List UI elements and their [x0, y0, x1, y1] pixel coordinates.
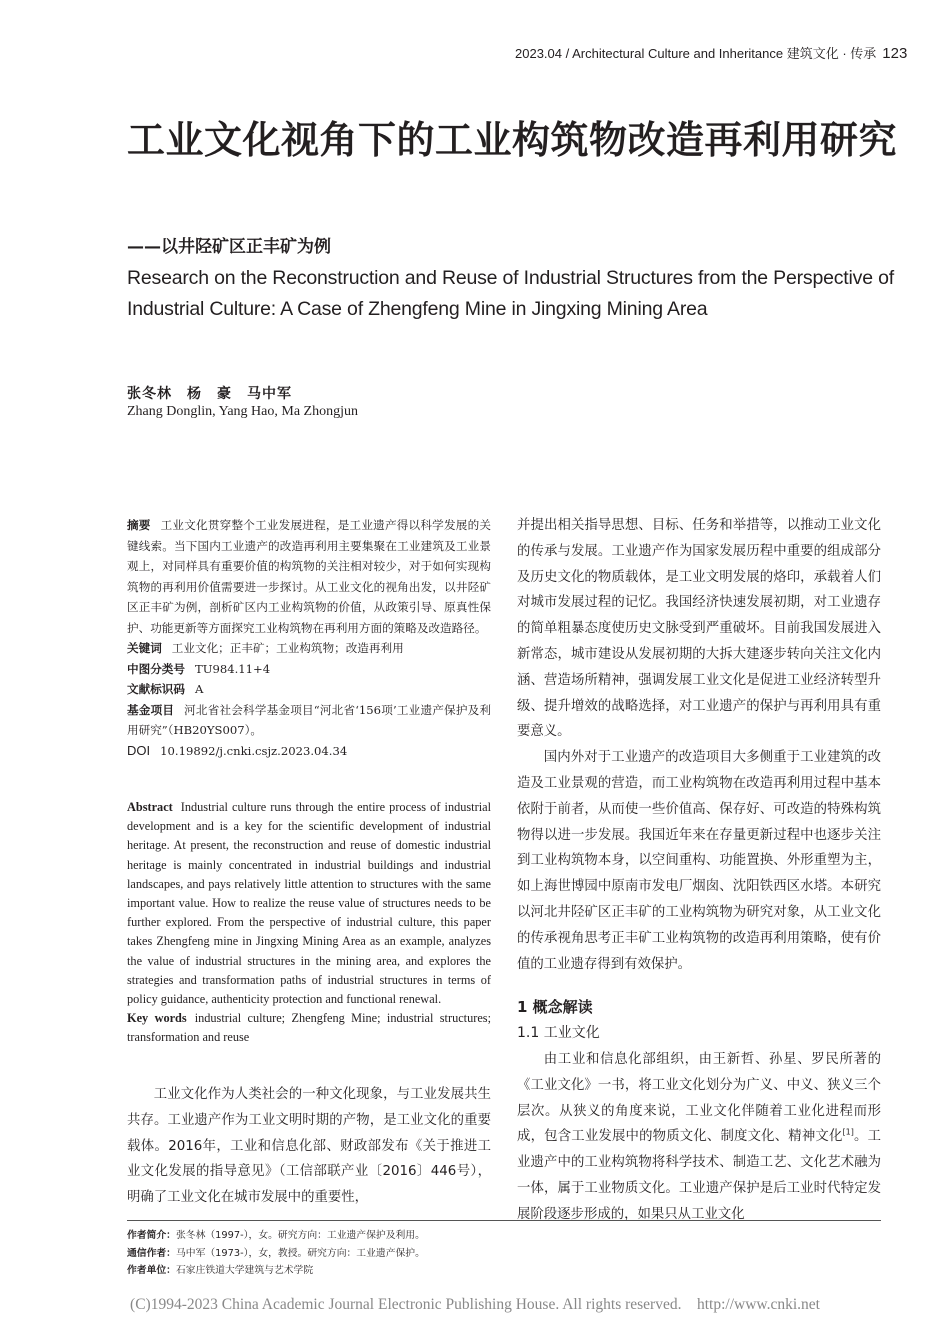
abstract-cn-label: 摘要: [127, 518, 151, 532]
keywords-en-label: Key words: [127, 1011, 187, 1026]
doi-value: 10.19892/j.cnki.csjz.2023.04.34: [160, 743, 348, 758]
footnote-corr-label: 通信作者：: [127, 1247, 176, 1259]
paragraph-1: 并提出相关指导思想、目标、任务和举措等，以推动工业文化的传承与发展。工业遗产作为国家发展历程中重要的组成部分及历史文化的物质载体，是工业文明发展的烙印，承载着人们对城市发展过程的记忆。我国经济快速发展初期，对工业遗存的简单粗暴态度使历史文脉受到严重破坏。目前我国发展进入新常态，城市建设从发展初期的大拆大建逐步转向关注文化内涵、营造场所精神，强调发展工业文化是促进工业经济转型升级、提升增效的战略选择，对工业遗产的保护与再利用具有重要意义。: [517, 518, 881, 740]
keywords-en-text: industrial culture; Zhengfeng Mine; industrial structures; transformation and reuse: [127, 1011, 491, 1045]
abstract-en-label: Abstract: [127, 800, 173, 814]
footnote-author: [127, 1227, 425, 1245]
abstract-cn-text: 工业文化贯穿整个工业发展进程，是工业遗产得以科学发展的关键线索。当下国内工业遗产的改造再利用主要集聚在工业建筑及工业景观上，对同样具有重要价值的构筑物的关注相对较少，对于如何实现构筑物的再利用价值需要进一步探讨。从工业文化的视角出发，以井陉矿区正丰矿为例，剖析矿区内工业构筑物的价值，从政策引导、原真性保护、功能更新等方面探究工业构筑物在再利用方面的策略及改造路径。: [127, 518, 491, 635]
section-heading-1: 1 概念解读: [517, 998, 593, 1017]
page-number: 123: [882, 45, 908, 62]
article-subtitle-cn: ——以井陉矿区正丰矿为例: [127, 237, 331, 257]
section-heading-1-1: 1.1 工业文化: [517, 1025, 600, 1042]
footnote-corr-text: 马中军（1973-），女，教授。研究方向：工业遗产保护。: [175, 1247, 425, 1259]
footnote-author-text: 张冬林（1997-），女。研究方向：工业遗产保护及利用。: [175, 1230, 425, 1241]
paragraph-3-part-b: 。工业遗产中的工业构筑物将科学技术、制造工艺、文化艺术融为一体，属于工业物质文化。工业遗产保护是后工业时代特定发展阶段逐步形成的，如果只从工业文化: [517, 1129, 882, 1222]
footnotes: [127, 1227, 425, 1280]
paragraph-3: [517, 1047, 881, 1228]
doc-code-label: 文献标识码: [127, 682, 185, 696]
doi: [127, 741, 491, 762]
abstract-cn: [127, 515, 491, 761]
doi-label: DOI: [127, 742, 151, 758]
right-body: [517, 513, 881, 1228]
footnote-unit-label: 作者单位：: [127, 1265, 176, 1276]
keywords-en: [127, 1009, 491, 1047]
footnote-divider: [127, 1220, 881, 1221]
footnote-author-label: 作者简介：: [127, 1230, 176, 1241]
article-title-en: Research on the Reconstruction and Reuse of Industrial Structures from the Perspective of Industrial Culture: A Case of Zhengfeng Mine in Jingxing Mining Area: [127, 267, 894, 320]
footnote-unit: [127, 1262, 425, 1280]
fund-project: [127, 700, 491, 741]
clc-label: 中图分类号: [127, 661, 185, 676]
keywords-cn-label: 关键词: [127, 641, 162, 655]
paragraph-3-part-a: 由工业和信息化部组织，由王新哲、孙星、罗民所著的《工业文化》一书，将工业文化划分为广义、中义、狭义三个层次。从狭义的角度来说，工业文化伴随着工业化进程而形成，包含工业发展中的物质文化、制度文化、精神文化: [517, 1051, 881, 1145]
reference-1: [1]: [842, 1127, 854, 1137]
authors-cn: 张冬林 杨 豪 马中军: [127, 386, 292, 402]
clc-number: [127, 659, 491, 680]
intro-paragraph: 工业文化作为人类社会的一种文化现象，与工业发展共生共存。工业遗产作为工业文明时期的产物，是工业文化的重要载体。2016年，工业和信息化部、财政部发布《关于推进工业文化发展的指导意见》（工信部联产业〔2016〕446号），明确了工业文化在城市发展中的重要性，: [127, 1087, 491, 1206]
footnote-corresponding: [127, 1245, 425, 1263]
clc-value: TU984.11+4: [194, 661, 271, 676]
copyright-watermark: (C)1994-2023 China Academic Journal Electronic Publishing House. All rights reserved. http://www.cnki.net: [130, 1296, 820, 1313]
doc-code-value: A: [194, 682, 204, 696]
fund-label: 基金项目: [127, 702, 175, 717]
footnote-unit-text: 石家庄铁道大学建筑与艺术学院: [175, 1265, 314, 1276]
keywords-cn: [127, 638, 491, 659]
document-code: [127, 679, 491, 700]
abstract-en: [127, 798, 491, 1048]
left-body: [127, 1082, 491, 1211]
article-title-cn: 工业文化视角下的工业构筑物改造再利用研究: [127, 118, 898, 162]
paragraph-2: 国内外对于工业遗产的改造项目大多侧重于工业建筑的改造及工业景观的营造，而工业构筑物在改造再利用过程中基本依附于前者，从而使一些价值高、保存好、可改造的特殊构筑物得以进一步发展。我国近年来在存量更新过程中也逐步关注到工业构筑物本身，以空间重构、功能置换、外形重塑为主，如上海世博园中原南市发电厂烟囱、沈阳铁西区水塔。本研究以河北井陉矿区正丰矿的工业构筑物为研究对象，从工业文化的传承视角思考正丰矿工业构筑物的改造再利用策略，使有价值的工业遗存得到有效保护。: [517, 750, 881, 972]
abstract-en-text: Industrial culture runs through the entire process of industrial development and is a key for the scientific development of industrial heritage. At present, the reconstruction and reuse of domestic industrial heritage is mainly concentrated in industrial buildings and industrial landscapes, and pays relatively little attention to structures with the same important value. How to realize the reuse value of structures needs to be further explored. From the perspective of industrial culture, this paper takes Zhengfeng mine in Jingxing Mining Area as an example, analyzes the value of industrial structures in the mining area, and explores the strategies and transformation paths of industrial structures in terms of policy guidance, authenticity protection and functional renewal.: [127, 800, 491, 1007]
authors-en: Zhang Donglin, Yang Hao, Ma Zhongjun: [127, 404, 358, 419]
keywords-cn-text: 工业文化；正丰矿；工业构筑物；改造再利用: [171, 641, 404, 655]
running-header: [515, 43, 908, 62]
fund-text: 河北省社会科学基金项目“河北省‘156项’工业遗产保护及利用研究”（HB20YS007）。: [127, 702, 491, 737]
journal-info: 2023.04 / Architectural Culture and Inheritance 建筑文化 · 传承: [515, 46, 877, 61]
